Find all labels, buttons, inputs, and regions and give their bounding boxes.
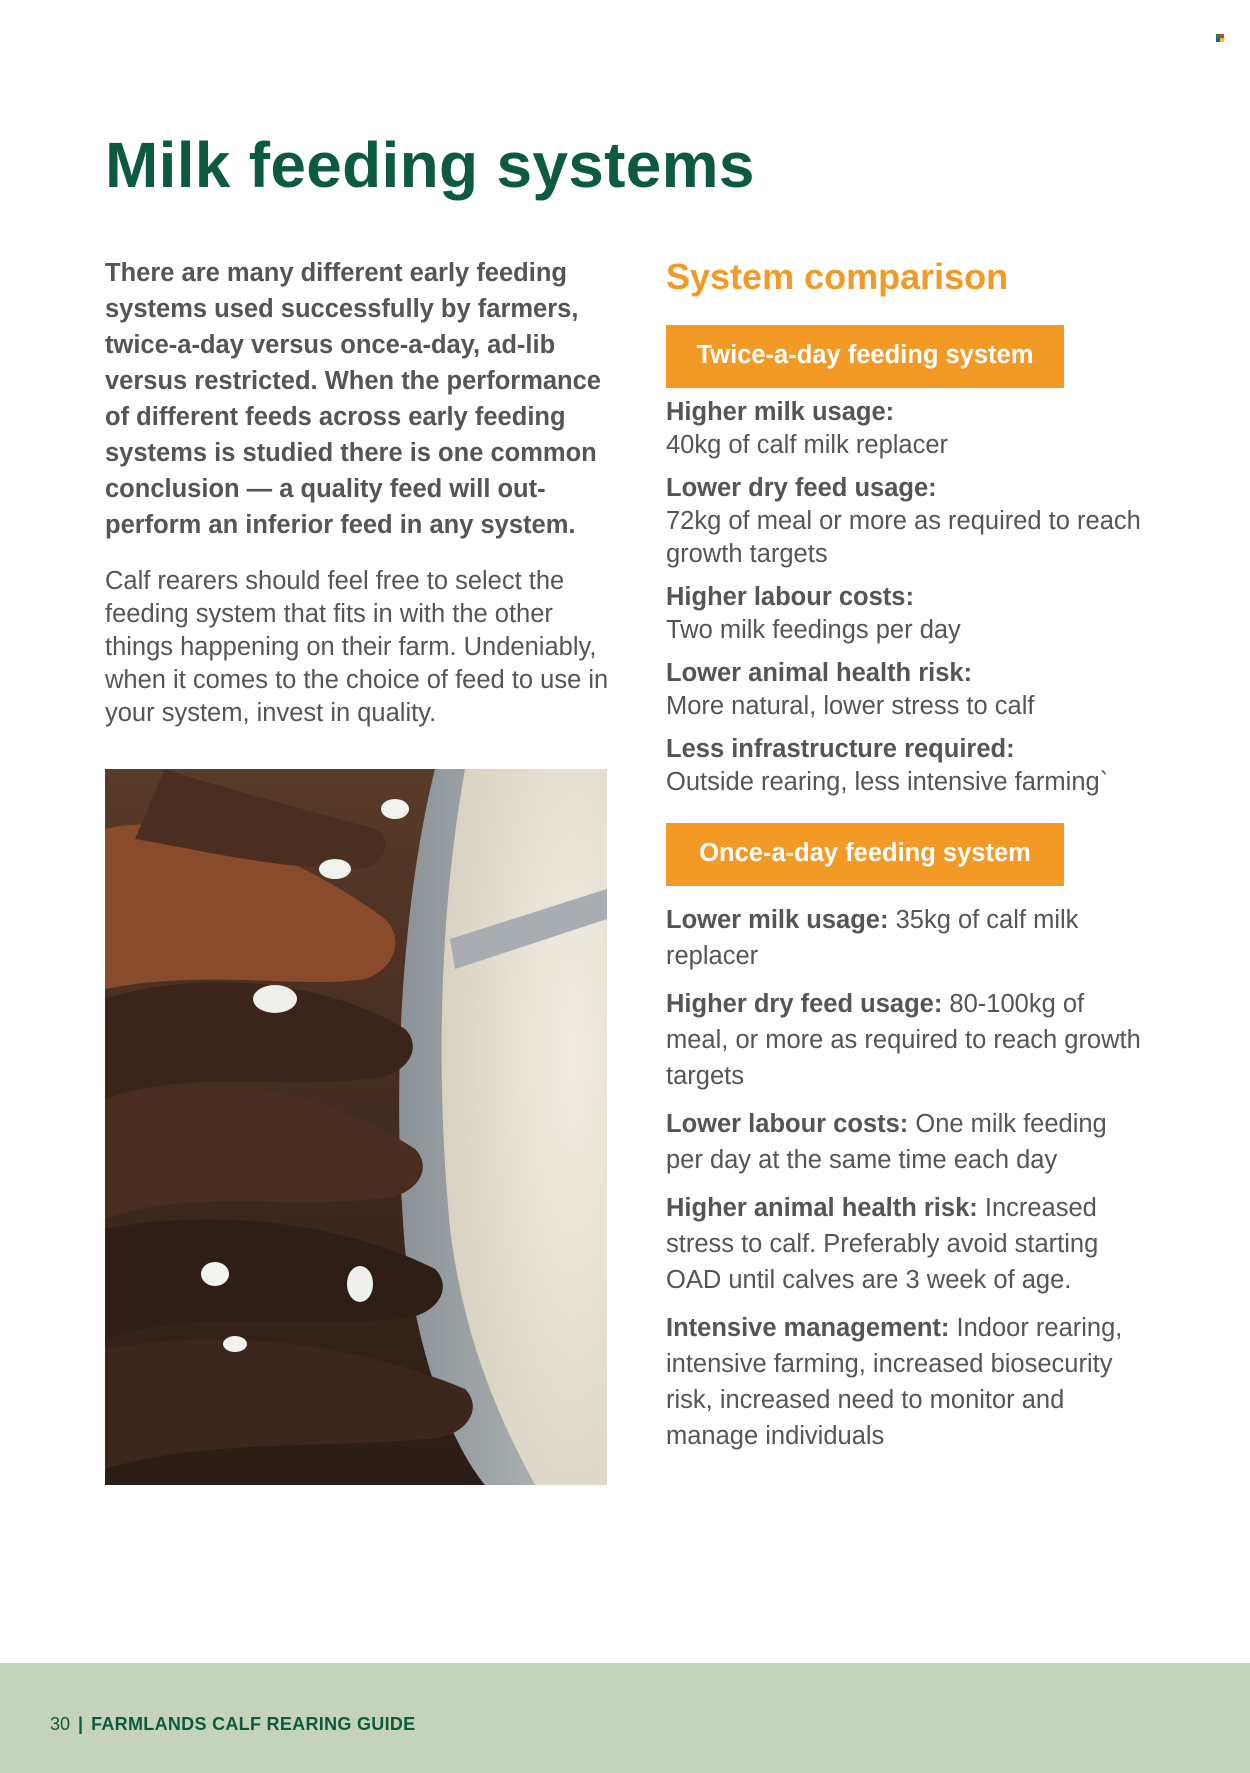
body-paragraph: Calf rearers should feel free to select the feeding system that fits in with the other things happening on their farm. Undeniably, when it comes to the choice of feed to use in your system, invest in quality. — [105, 567, 609, 727]
once-a-day-list — [666, 902, 1146, 1454]
item-label: Higher dry feed usage: — [666, 990, 943, 1018]
list-item — [666, 1190, 1146, 1298]
once-a-day-banner: Once-a-day feeding system — [666, 823, 1064, 886]
item-label: Lower milk usage: — [666, 906, 889, 934]
list-item — [666, 581, 1146, 647]
item-label: Higher animal health risk: — [666, 1194, 978, 1222]
item-label: Lower labour costs: — [666, 1110, 909, 1138]
footer-separator: | — [78, 1714, 84, 1734]
list-item — [666, 986, 1146, 1094]
calves-photo-illustration — [105, 769, 607, 1485]
item-value: Outside rearing, less intensive farming` — [666, 768, 1109, 796]
page-footer — [0, 1663, 1250, 1773]
page-number: 30 — [50, 1714, 71, 1734]
item-label: Lower dry feed usage: — [666, 474, 937, 502]
item-value: Two milk feedings per day — [666, 616, 961, 644]
print-registration-mark — [1216, 34, 1226, 44]
list-item — [666, 733, 1146, 799]
item-value: 40kg of calf milk replacer — [666, 431, 949, 459]
item-label: Higher milk usage: — [666, 398, 895, 426]
intro-column — [105, 255, 625, 730]
guide-title: FARMLANDS CALF REARING GUIDE — [91, 1714, 416, 1734]
item-label: Less infrastructure required: — [666, 735, 1015, 763]
twice-a-day-banner: Twice-a-day feeding system — [666, 325, 1064, 388]
list-item — [666, 1106, 1146, 1178]
section-heading: System comparison — [666, 256, 1009, 297]
list-item — [666, 902, 1146, 974]
item-value: 80-100kg of meal, or more as required to reach growth targets — [666, 990, 1141, 1090]
list-item — [666, 472, 1146, 571]
item-value: 72kg of meal or more as required to reach growth targets — [666, 507, 1141, 568]
intro-paragraph: There are many different early feeding systems used successfully by farmers, twice-a-day versus once-a-day, ad-lib versus restricted. When the performance of different feeds across early feeding systems is studied there is one common conclusion — a quality feed will out-perform an inferior feed in any system. — [105, 259, 601, 539]
item-value: Indoor rearing, intensive farming, increased biosecurity risk, increased need to monitor and manage individuals — [666, 1314, 1123, 1450]
list-item — [666, 1310, 1146, 1454]
item-label: Higher labour costs: — [666, 583, 914, 611]
item-label: Intensive management: — [666, 1314, 950, 1342]
item-label: Lower animal health risk: — [666, 659, 973, 687]
comparison-column — [666, 255, 1146, 1454]
item-value: More natural, lower stress to calf — [666, 692, 1035, 720]
item-value: 35kg of calf milk replacer — [666, 906, 1079, 970]
item-value: One milk feeding per day at the same time each day — [666, 1110, 1107, 1174]
item-value: Increased stress to calf. Preferably avoid starting OAD until calves are 3 week of age. — [666, 1194, 1099, 1294]
page-title: Milk feeding systems — [105, 129, 755, 201]
list-item — [666, 657, 1146, 723]
list-item — [666, 396, 1146, 462]
footer-text — [50, 1714, 415, 1735]
twice-a-day-list — [666, 396, 1146, 799]
calves-feeding-photo — [105, 769, 607, 1485]
